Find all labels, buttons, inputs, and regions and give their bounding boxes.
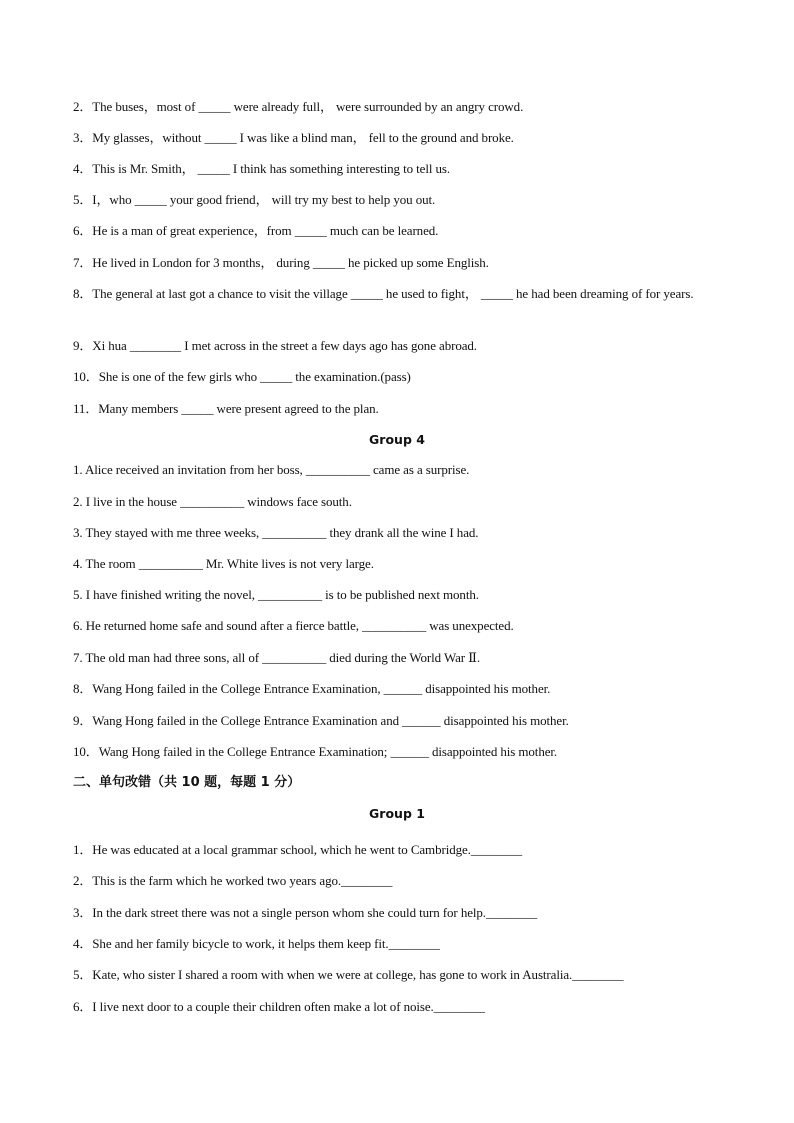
group4-question-3: 3. They stayed with me three weeks, __________ they drank all the wine I had.: [73, 525, 479, 540]
question-5: 5．I，who _____ your good friend， will try my best to help you out.: [73, 192, 436, 207]
correction-question-3: 3．In the dark street there was not a single person whom she could turn for help.________: [73, 905, 538, 920]
group4-question-7: 7. The old man had three sons, all of __________ died during the World War Ⅱ.: [73, 650, 481, 665]
question-9: 9．Xi hua ________ I met across in the street a few days ago has gone abroad.: [73, 338, 477, 353]
correction-question-1: 1．He was educated at a local grammar school, which he went to Cambridge.________: [73, 842, 523, 857]
group4-question-10: 10．Wang Hong failed in the College Entrance Examination; ______ disappointed his mother.: [73, 744, 558, 759]
question-7: 7．He lived in London for 3 months， during _____ he picked up some English.: [73, 255, 489, 270]
group4-question-5: 5. I have finished writing the novel, __________ is to be published next month.: [73, 587, 479, 602]
question-8: 8．The general at last got a chance to visit the village _____ he used to fight， _____ he had been dreaming of for years.: [73, 286, 694, 301]
group-4-heading: Group 4: [369, 432, 425, 447]
correction-question-4: 4．She and her family bicycle to work, it helps them keep fit.________: [73, 936, 440, 951]
correction-question-5: 5．Kate, who sister I shared a room with when we were at college, has gone to work in Australia.________: [73, 967, 624, 982]
question-10: 10．She is one of the few girls who _____ the examination.(pass): [73, 369, 411, 384]
question-2: 2．The buses，most of _____ were already full， were surrounded by an angry crowd.: [73, 99, 524, 114]
group4-question-6: 6. He returned home safe and sound after a fierce battle, __________ was unexpected.: [73, 618, 514, 633]
group-1-heading: Group 1: [369, 806, 425, 821]
group4-question-1: 1. Alice received an invitation from her boss, __________ came as a surprise.: [73, 462, 470, 477]
group4-question-9: 9．Wang Hong failed in the College Entrance Examination and ______ disappointed his mother.: [73, 713, 569, 728]
question-6: 6．He is a man of great experience，from _____ much can be learned.: [73, 223, 439, 238]
group4-question-2: 2. I live in the house __________ windows face south.: [73, 494, 352, 509]
group4-question-8: 8．Wang Hong failed in the College Entrance Examination, ______ disappointed his mother.: [73, 681, 551, 696]
question-3: 3．My glasses，without _____ I was like a blind man， fell to the ground and broke.: [73, 130, 514, 145]
correction-question-6: 6．I live next door to a couple their children often make a lot of noise.________: [73, 999, 485, 1014]
correction-question-2: 2．This is the farm which he worked two years ago.________: [73, 873, 393, 888]
section-2-title: 二、单句改错（共 10 题，每题 1 分）: [73, 775, 301, 790]
question-4: 4．This is Mr. Smith， _____ I think has something interesting to tell us.: [73, 161, 451, 176]
question-11: 11．Many members _____ were present agreed to the plan.: [73, 401, 379, 416]
group4-question-4: 4. The room __________ Mr. White lives is not very large.: [73, 556, 374, 571]
